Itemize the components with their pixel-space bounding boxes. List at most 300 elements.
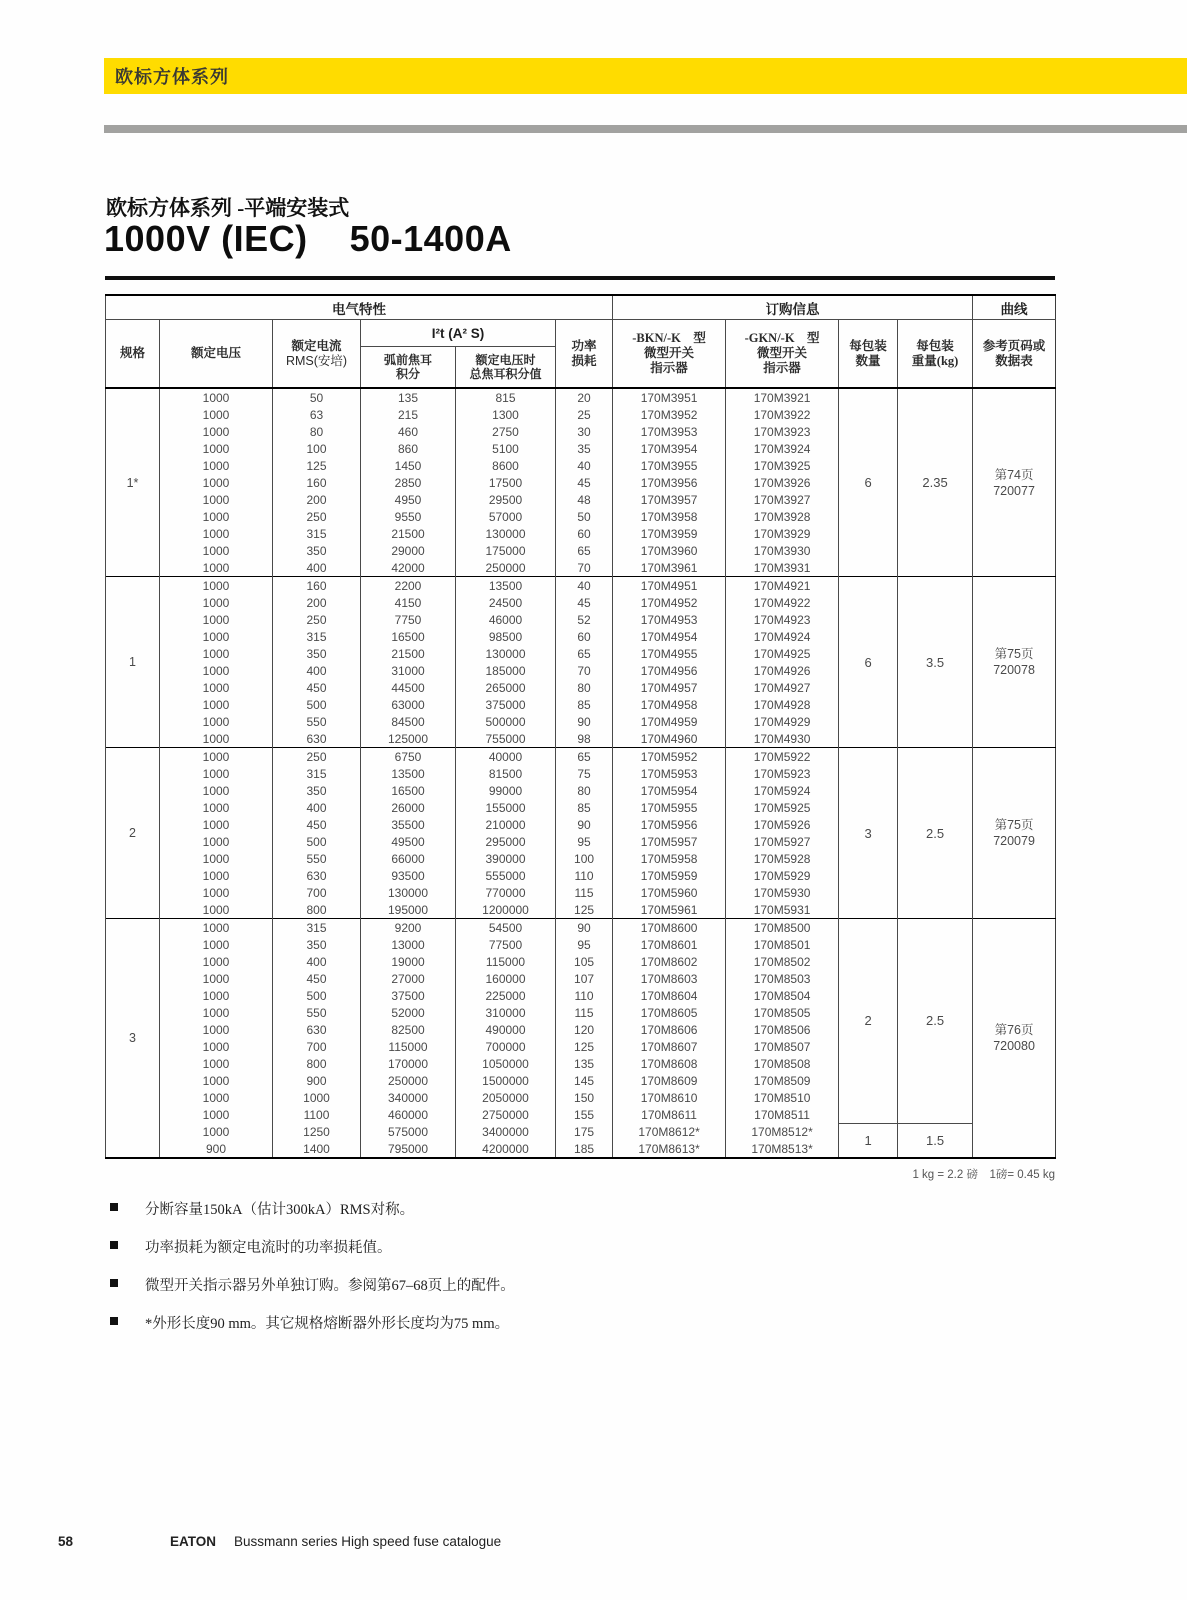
data-cell: 170M5959	[613, 867, 726, 884]
data-cell: 2750	[456, 423, 556, 440]
data-cell: 555000	[456, 867, 556, 884]
page-title: 1000V (IEC) 50-1400A	[104, 218, 512, 259]
data-cell: 170M5930	[726, 884, 839, 901]
data-cell: 170M8613*	[613, 1140, 726, 1158]
spec-table	[105, 294, 1056, 1159]
data-cell: 110	[556, 987, 613, 1004]
data-cell: 60	[556, 525, 613, 542]
header-group: 曲线	[973, 295, 1056, 320]
page-number: 58	[58, 1534, 74, 1549]
data-cell: 170M3957	[613, 491, 726, 508]
data-cell: 170M8606	[613, 1021, 726, 1038]
footnote-text: 分断容量150kA（估计300kA）RMS对称。	[145, 1202, 415, 1218]
data-cell: 29500	[456, 491, 556, 508]
data-cell: 170M8503	[726, 970, 839, 987]
data-cell: 170M3922	[726, 406, 839, 423]
data-cell: 1000	[160, 508, 273, 525]
footnote-item	[108, 1198, 515, 1219]
data-cell: 1000	[160, 987, 273, 1004]
data-cell: 95	[556, 936, 613, 953]
data-cell: 225000	[456, 987, 556, 1004]
data-cell: 90	[556, 816, 613, 833]
data-cell: 170M4922	[726, 594, 839, 611]
data-cell: 170M3929	[726, 525, 839, 542]
footnote-text: 功率损耗为额定电流时的功率损耗值。	[145, 1240, 392, 1256]
divider-bar	[104, 125, 1187, 133]
data-cell: 170M4955	[613, 645, 726, 662]
data-cell: 375000	[456, 696, 556, 713]
data-cell: 45	[556, 594, 613, 611]
data-cell: 450	[273, 679, 361, 696]
data-cell: 170M5931	[726, 901, 839, 919]
data-cell: 170M3959	[613, 525, 726, 542]
data-cell: 170M8603	[613, 970, 726, 987]
data-cell: 170M5926	[726, 816, 839, 833]
data-cell: 105	[556, 953, 613, 970]
data-cell: 170M3925	[726, 457, 839, 474]
data-cell: 99000	[456, 782, 556, 799]
data-cell: 1000	[160, 559, 273, 577]
qty-cell: 6	[839, 577, 898, 748]
data-cell: 4150	[361, 594, 456, 611]
data-cell: 1450	[361, 457, 456, 474]
data-cell: 1000	[160, 577, 273, 595]
qty-cell: 2	[839, 919, 898, 1124]
data-cell: 700000	[456, 1038, 556, 1055]
spec-cell: 1*	[106, 388, 160, 577]
data-cell: 170M8510	[726, 1089, 839, 1106]
data-cell: 125	[556, 1038, 613, 1055]
data-cell: 45	[556, 474, 613, 491]
data-cell: 80	[556, 679, 613, 696]
data-cell: 170M3952	[613, 406, 726, 423]
data-cell: 170M8511	[726, 1106, 839, 1123]
data-cell: 350	[273, 782, 361, 799]
data-cell: 125	[273, 457, 361, 474]
footnotes	[108, 1198, 515, 1350]
data-cell: 1000	[160, 936, 273, 953]
data-cell: 1100	[273, 1106, 361, 1123]
header-cell-i2t: I²t (A² S)	[361, 320, 556, 347]
footnote-text: 微型开关指示器另外单独订购。参阅第67–68页上的配件。	[145, 1278, 515, 1294]
data-cell: 170M4925	[726, 645, 839, 662]
data-cell: 98500	[456, 628, 556, 645]
footnote-item	[108, 1274, 515, 1295]
data-cell: 70	[556, 559, 613, 577]
data-cell: 170M5954	[613, 782, 726, 799]
bullet-square-icon	[110, 1317, 118, 1325]
data-cell: 460	[361, 423, 456, 440]
data-cell: 1000	[160, 867, 273, 884]
data-cell: 550	[273, 1004, 361, 1021]
data-cell: 81500	[456, 765, 556, 782]
data-cell: 1000	[160, 748, 273, 766]
data-cell: 170M5961	[613, 901, 726, 919]
data-cell: 1000	[160, 1021, 273, 1038]
data-cell: 310000	[456, 1004, 556, 1021]
data-cell: 27000	[361, 970, 456, 987]
data-cell: 1000	[160, 491, 273, 508]
data-cell: 170M3928	[726, 508, 839, 525]
series-banner-title: 欧标方体系列	[115, 67, 229, 87]
data-cell: 170M5960	[613, 884, 726, 901]
data-cell: 170M3931	[726, 559, 839, 577]
data-cell: 800	[273, 1055, 361, 1072]
data-cell: 170M5929	[726, 867, 839, 884]
data-cell: 1000	[160, 1089, 273, 1106]
data-cell: 575000	[361, 1123, 456, 1140]
data-cell: 170M4951	[613, 577, 726, 595]
data-cell: 1000	[160, 388, 273, 406]
data-cell: 29000	[361, 542, 456, 559]
data-cell: 315	[273, 765, 361, 782]
header-cell: -GKN/-K 型 微型开关 指示器	[726, 320, 839, 389]
data-cell: 65	[556, 748, 613, 766]
data-cell: 170M3960	[613, 542, 726, 559]
data-cell: 170M5957	[613, 833, 726, 850]
data-cell: 170M8506	[726, 1021, 839, 1038]
weight-cell: 2.35	[898, 388, 973, 577]
data-cell: 1000	[160, 474, 273, 491]
data-cell: 170M5923	[726, 765, 839, 782]
data-cell: 46000	[456, 611, 556, 628]
series-banner	[104, 58, 1187, 94]
data-cell: 125000	[361, 730, 456, 748]
data-cell: 54500	[456, 919, 556, 937]
data-cell: 20	[556, 388, 613, 406]
data-cell: 170M3958	[613, 508, 726, 525]
data-cell: 1000	[160, 850, 273, 867]
data-cell: 35	[556, 440, 613, 457]
data-cell: 170M3951	[613, 388, 726, 406]
data-cell: 170M4924	[726, 628, 839, 645]
header-cell: 额定电流 RMS(安培)	[273, 320, 361, 389]
data-cell: 170M5924	[726, 782, 839, 799]
data-cell: 13000	[361, 936, 456, 953]
data-cell: 1000	[160, 799, 273, 816]
data-cell: 170M4928	[726, 696, 839, 713]
data-cell: 130000	[456, 525, 556, 542]
data-cell: 250000	[361, 1072, 456, 1089]
data-cell: 160	[273, 577, 361, 595]
data-cell: 8600	[456, 457, 556, 474]
data-cell: 170M4927	[726, 679, 839, 696]
data-cell: 48	[556, 491, 613, 508]
data-cell: 170M4923	[726, 611, 839, 628]
ref-cell: 第75页 720078	[973, 577, 1056, 748]
data-cell: 170M3924	[726, 440, 839, 457]
data-cell: 77500	[456, 936, 556, 953]
data-cell: 170M3921	[726, 388, 839, 406]
data-cell: 19000	[361, 953, 456, 970]
data-cell: 6750	[361, 748, 456, 766]
data-cell: 155	[556, 1106, 613, 1123]
data-cell: 170M3927	[726, 491, 839, 508]
data-cell: 170M3926	[726, 474, 839, 491]
data-cell: 135	[361, 388, 456, 406]
data-cell: 115000	[361, 1038, 456, 1055]
data-cell: 170M5956	[613, 816, 726, 833]
data-cell: 170M8507	[726, 1038, 839, 1055]
data-cell: 170M8611	[613, 1106, 726, 1123]
data-cell: 4200000	[456, 1140, 556, 1158]
data-cell: 1000	[160, 696, 273, 713]
data-cell: 500	[273, 696, 361, 713]
data-cell: 85	[556, 799, 613, 816]
data-cell: 770000	[456, 884, 556, 901]
data-cell: 1000	[160, 628, 273, 645]
data-cell: 170M4929	[726, 713, 839, 730]
data-cell: 7750	[361, 611, 456, 628]
header-group: 订购信息	[613, 295, 973, 320]
data-cell: 130000	[456, 645, 556, 662]
data-cell: 170M5958	[613, 850, 726, 867]
data-cell: 1000	[160, 713, 273, 730]
bullet-square-icon	[110, 1203, 118, 1211]
header-cell: 规格	[106, 320, 160, 389]
data-cell: 170M8508	[726, 1055, 839, 1072]
data-cell: 170M8504	[726, 987, 839, 1004]
data-cell: 1000	[160, 1072, 273, 1089]
data-cell: 63000	[361, 696, 456, 713]
data-cell: 210000	[456, 816, 556, 833]
data-cell: 800	[273, 901, 361, 919]
data-cell: 1000	[160, 1038, 273, 1055]
data-cell: 90	[556, 919, 613, 937]
page-footer	[0, 1534, 1187, 1554]
data-cell: 350	[273, 645, 361, 662]
data-cell: 63	[273, 406, 361, 423]
data-cell: 170M4930	[726, 730, 839, 748]
data-cell: 170M8604	[613, 987, 726, 1004]
data-cell: 265000	[456, 679, 556, 696]
footnote-text: *外形长度90 mm。其它规格熔断器外形长度均为75 mm。	[145, 1316, 510, 1332]
data-cell: 5100	[456, 440, 556, 457]
data-cell: 16500	[361, 628, 456, 645]
data-cell: 13500	[361, 765, 456, 782]
bullet-square-icon	[110, 1241, 118, 1249]
data-cell: 170M5955	[613, 799, 726, 816]
data-cell: 80	[273, 423, 361, 440]
data-cell: 1000	[160, 782, 273, 799]
data-cell: 37500	[361, 987, 456, 1004]
header-group: 电气特性	[106, 295, 613, 320]
header-subcell: 弧前焦耳 积分	[361, 347, 456, 389]
data-cell: 350	[273, 936, 361, 953]
data-cell: 170M4926	[726, 662, 839, 679]
unit-conversion-note: 1 kg = 2.2 磅 1磅= 0.45 kg	[912, 1169, 1055, 1181]
data-cell: 700	[273, 884, 361, 901]
qty-cell: 3	[839, 748, 898, 919]
data-cell: 1000	[160, 1004, 273, 1021]
brand-name: EATON	[170, 1534, 217, 1549]
data-cell: 160	[273, 474, 361, 491]
data-cell: 170M4960	[613, 730, 726, 748]
data-cell: 17500	[456, 474, 556, 491]
header-cell: 每包装 重量(kg)	[898, 320, 973, 389]
data-cell: 150	[556, 1089, 613, 1106]
data-cell: 795000	[361, 1140, 456, 1158]
catalog-title: Bussmann series High speed fuse catalogue	[234, 1534, 502, 1549]
data-cell: 400	[273, 799, 361, 816]
data-cell: 315	[273, 525, 361, 542]
data-cell: 1000	[160, 919, 273, 937]
data-cell: 390000	[456, 850, 556, 867]
qty-cell: 1	[839, 1123, 898, 1158]
data-cell: 860	[361, 440, 456, 457]
data-cell: 170M8513*	[726, 1140, 839, 1158]
data-cell: 170M3956	[613, 474, 726, 491]
data-cell: 40000	[456, 748, 556, 766]
title-rule	[105, 276, 1055, 280]
data-cell: 315	[273, 919, 361, 937]
data-cell: 170M4921	[726, 577, 839, 595]
data-cell: 4950	[361, 491, 456, 508]
data-cell: 170000	[361, 1055, 456, 1072]
data-cell: 1000	[160, 1055, 273, 1072]
data-cell: 170M4957	[613, 679, 726, 696]
data-cell: 170M8607	[613, 1038, 726, 1055]
footnote-item	[108, 1236, 515, 1257]
data-cell: 170M8500	[726, 919, 839, 937]
data-cell: 195000	[361, 901, 456, 919]
data-cell: 1000	[160, 611, 273, 628]
data-cell: 1000	[160, 525, 273, 542]
data-cell: 1000	[160, 594, 273, 611]
data-cell: 755000	[456, 730, 556, 748]
data-cell: 500	[273, 833, 361, 850]
data-cell: 900	[160, 1140, 273, 1158]
data-cell: 115	[556, 1004, 613, 1021]
data-cell: 170M8600	[613, 919, 726, 937]
data-cell: 65	[556, 645, 613, 662]
data-cell: 400	[273, 953, 361, 970]
data-cell: 400	[273, 662, 361, 679]
data-cell: 21500	[361, 645, 456, 662]
data-cell: 490000	[456, 1021, 556, 1038]
data-cell: 2200	[361, 577, 456, 595]
weight-cell: 1.5	[898, 1123, 973, 1158]
data-cell: 1000	[160, 953, 273, 970]
data-cell: 170M5953	[613, 765, 726, 782]
data-cell: 170M8608	[613, 1055, 726, 1072]
data-cell: 2850	[361, 474, 456, 491]
data-cell: 100	[273, 440, 361, 457]
data-cell: 125	[556, 901, 613, 919]
data-cell: 170M8601	[613, 936, 726, 953]
data-cell: 1000	[160, 816, 273, 833]
ref-cell: 第74页 720077	[973, 388, 1056, 577]
data-cell: 1000	[160, 833, 273, 850]
data-cell: 170M3953	[613, 423, 726, 440]
data-cell: 115	[556, 884, 613, 901]
data-cell: 170M3930	[726, 542, 839, 559]
data-cell: 460000	[361, 1106, 456, 1123]
data-cell: 42000	[361, 559, 456, 577]
data-cell: 1000	[160, 406, 273, 423]
data-cell: 52000	[361, 1004, 456, 1021]
data-cell: 98	[556, 730, 613, 748]
data-cell: 630	[273, 730, 361, 748]
data-cell: 1000	[160, 1123, 273, 1140]
data-cell: 100	[556, 850, 613, 867]
data-cell: 500	[273, 987, 361, 1004]
data-cell: 170M8502	[726, 953, 839, 970]
data-cell: 1000	[160, 730, 273, 748]
data-cell: 25	[556, 406, 613, 423]
header-cell: 参考页码或 数据表	[973, 320, 1056, 389]
data-cell: 175000	[456, 542, 556, 559]
data-cell: 450	[273, 970, 361, 987]
data-cell: 24500	[456, 594, 556, 611]
data-cell: 1000	[273, 1089, 361, 1106]
data-cell: 170M5952	[613, 748, 726, 766]
spec-cell: 3	[106, 919, 160, 1159]
data-cell: 16500	[361, 782, 456, 799]
data-cell: 215	[361, 406, 456, 423]
data-cell: 9550	[361, 508, 456, 525]
ref-cell: 第76页 720080	[973, 919, 1056, 1159]
data-cell: 80	[556, 782, 613, 799]
data-cell: 26000	[361, 799, 456, 816]
weight-cell: 2.5	[898, 919, 973, 1124]
data-cell: 75	[556, 765, 613, 782]
data-cell: 1400	[273, 1140, 361, 1158]
data-cell: 170M8610	[613, 1089, 726, 1106]
data-cell: 170M5925	[726, 799, 839, 816]
data-cell: 1000	[160, 884, 273, 901]
data-cell: 170M4959	[613, 713, 726, 730]
data-cell: 170M3923	[726, 423, 839, 440]
data-cell: 170M8501	[726, 936, 839, 953]
data-cell: 57000	[456, 508, 556, 525]
data-cell: 170M4953	[613, 611, 726, 628]
data-cell: 120	[556, 1021, 613, 1038]
data-cell: 115000	[456, 953, 556, 970]
ref-cell: 第75页 720079	[973, 748, 1056, 919]
data-cell: 3400000	[456, 1123, 556, 1140]
data-cell: 550	[273, 713, 361, 730]
data-cell: 1000	[160, 901, 273, 919]
weight-cell: 2.5	[898, 748, 973, 919]
data-cell: 145	[556, 1072, 613, 1089]
data-cell: 200	[273, 491, 361, 508]
data-cell: 170M8512*	[726, 1123, 839, 1140]
data-cell: 170M3954	[613, 440, 726, 457]
data-cell: 550	[273, 850, 361, 867]
data-cell: 170M4954	[613, 628, 726, 645]
spec-cell: 2	[106, 748, 160, 919]
data-cell: 135	[556, 1055, 613, 1072]
data-cell: 31000	[361, 662, 456, 679]
data-cell: 170M8505	[726, 1004, 839, 1021]
data-cell: 9200	[361, 919, 456, 937]
data-cell: 44500	[361, 679, 456, 696]
data-cell: 50	[556, 508, 613, 525]
data-cell: 450	[273, 816, 361, 833]
data-cell: 170M8605	[613, 1004, 726, 1021]
data-cell: 1050000	[456, 1055, 556, 1072]
data-cell: 900	[273, 1072, 361, 1089]
data-cell: 35500	[361, 816, 456, 833]
data-cell: 1000	[160, 457, 273, 474]
data-cell: 85	[556, 696, 613, 713]
weight-cell: 3.5	[898, 577, 973, 748]
data-cell: 400	[273, 559, 361, 577]
data-cell: 315	[273, 628, 361, 645]
data-cell: 130000	[361, 884, 456, 901]
data-cell: 21500	[361, 525, 456, 542]
